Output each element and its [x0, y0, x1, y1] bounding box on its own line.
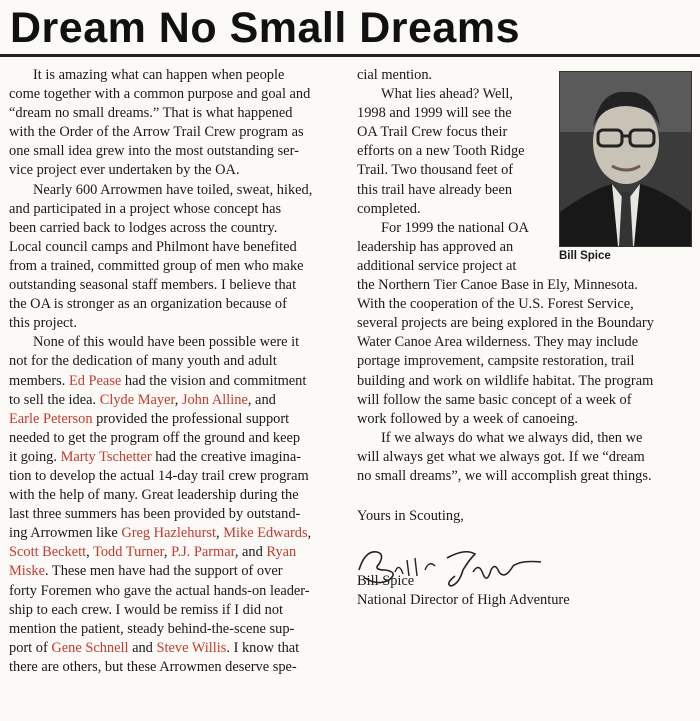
- text-run: come together with a common purpose and goal and: [9, 86, 311, 103]
- signature-title: National Director of High Adventure: [357, 592, 570, 609]
- text-run: port of: [9, 639, 52, 656]
- highlighted-name: Scott Beckett: [9, 544, 87, 561]
- text-line: [9, 200, 344, 219]
- photo-caption: Bill Spice: [559, 250, 611, 262]
- text-line: [357, 352, 692, 371]
- text-run: . These men have had the support of over: [44, 563, 283, 580]
- text-run: and: [128, 639, 157, 656]
- text-run: If we always do what we always did, then we: [381, 429, 643, 446]
- text-line: [9, 142, 344, 161]
- text-run: tion to develop the actual 14-day trail crew program: [9, 467, 309, 484]
- text-run: outstanding seasonal staff members. I believe that: [9, 277, 297, 294]
- text-run: ,: [86, 544, 94, 561]
- text-run: ,: [216, 525, 224, 542]
- text-run: no small dreams”, we will accomplish great things.: [357, 467, 652, 484]
- highlighted-name: Steve Willis: [156, 639, 227, 656]
- text-run: ,: [307, 525, 312, 542]
- text-run: . I know that: [226, 639, 300, 656]
- text-line: [9, 486, 344, 505]
- article-title: Dream No Small Dreams: [10, 4, 520, 52]
- text-line: [9, 66, 344, 85]
- text-line: [9, 391, 344, 410]
- text-run: leadership has approved an: [357, 238, 514, 255]
- highlighted-name: Greg Hazlehurst: [121, 525, 217, 542]
- text-run: ing Arrowmen like: [9, 525, 122, 542]
- text-run: to sell the idea.: [9, 391, 100, 408]
- text-run: cial mention.: [357, 67, 433, 83]
- highlighted-name: Ed Pease: [68, 372, 122, 389]
- text-run: It is amazing what can happen when people: [33, 67, 285, 83]
- left-column: [9, 66, 344, 677]
- text-line: [9, 257, 344, 276]
- text-run: this project.: [9, 315, 77, 332]
- closing-line: Yours in Scouting,: [357, 508, 464, 525]
- text-run: and participated in a project whose concept has: [9, 200, 282, 217]
- text-line: [9, 467, 344, 486]
- highlighted-name: Earle Peterson: [9, 410, 93, 427]
- text-line: [357, 391, 692, 410]
- text-run: Water Canoe Area wilderness. They may include: [357, 334, 639, 351]
- text-run: been carried back to lodges across the country.: [9, 219, 278, 236]
- text-line: [9, 333, 344, 352]
- highlighted-name: Marty Tschetter: [60, 448, 152, 465]
- text-line: [9, 658, 344, 677]
- text-line: [9, 524, 344, 543]
- text-run: from a trained, committed group of men who make: [9, 257, 304, 274]
- text-run: ,: [163, 544, 172, 561]
- author-photo: [559, 71, 692, 247]
- text-run: 1998 and 1999 will see the: [357, 105, 512, 122]
- text-line: [357, 276, 692, 295]
- text-line: [9, 314, 344, 333]
- text-run: OA Trail Crew focus their: [357, 124, 508, 141]
- text-run: with the help of many. Great leadership during the: [9, 487, 299, 504]
- text-run: additional service project at: [357, 257, 517, 274]
- text-line: [357, 295, 692, 314]
- highlighted-name: Ryan: [266, 544, 297, 561]
- highlighted-name: Miske: [9, 563, 45, 580]
- text-run: , and: [247, 391, 276, 408]
- text-line: [357, 333, 692, 352]
- text-run: , and: [234, 544, 267, 561]
- text-line: [9, 181, 344, 200]
- text-run: not for the dedication of many youth and adult: [9, 353, 277, 370]
- text-line: [9, 276, 344, 295]
- text-run: it going.: [9, 448, 61, 465]
- text-line: [357, 257, 692, 276]
- text-line: [9, 104, 344, 123]
- text-run: had the vision and commitment: [121, 372, 307, 389]
- text-run: efforts on a new Tooth Ridge: [357, 143, 525, 160]
- text-line: [9, 410, 344, 429]
- text-line: [9, 238, 344, 257]
- text-run: will follow the same basic concept of a week of: [357, 391, 632, 408]
- text-run: with the Order of the Arrow Trail Crew program as: [9, 124, 304, 141]
- text-run: several projects are being explored in the Boundary: [357, 315, 654, 332]
- text-run: “dream no small dreams.” That is what happened: [9, 105, 293, 122]
- text-run: will always get what we always got. If we “dream: [357, 448, 645, 465]
- text-run: completed.: [357, 200, 421, 217]
- text-line: [9, 352, 344, 371]
- text-run: What lies ahead? Well,: [381, 86, 514, 103]
- text-run: this trail have already been: [357, 181, 513, 198]
- highlighted-name: Clyde Mayer: [99, 391, 175, 408]
- text-run: mention the patient, steady behind-the-scene sup-: [9, 620, 295, 637]
- text-run: forty Foremen who gave the actual hands-on leader-: [9, 582, 310, 599]
- text-line: [9, 429, 344, 448]
- text-line: [9, 295, 344, 314]
- highlighted-name: P.J. Parmar: [171, 544, 235, 561]
- text-run: Nearly 600 Arrowmen have toiled, sweat, hiked,: [33, 181, 313, 198]
- text-run: building and work on wildlife habitat. The program: [357, 372, 654, 389]
- text-run: last three summers has been provided by outstand-: [9, 506, 301, 523]
- highlighted-name: John Alline: [181, 391, 248, 408]
- highlighted-name: Gene Schnell: [51, 639, 129, 656]
- text-run: provided the professional support: [92, 410, 290, 427]
- text-line: [9, 639, 344, 658]
- text-run: vice project ever undertaken by the OA.: [9, 162, 240, 179]
- text-run: members.: [9, 372, 69, 389]
- text-line: [357, 314, 692, 333]
- text-line: [9, 85, 344, 104]
- text-line: [9, 582, 344, 601]
- text-line: [9, 543, 344, 562]
- text-run: For 1999 the national OA: [381, 219, 529, 236]
- title-rule: [0, 54, 700, 57]
- signature-name: Bill Spice: [357, 573, 415, 590]
- text-run: portage improvement, campsite restoration, trail: [357, 353, 635, 370]
- text-run: ,: [174, 391, 182, 408]
- text-line: [9, 620, 344, 639]
- highlighted-name: Todd Turner: [93, 544, 164, 561]
- text-line: [9, 601, 344, 620]
- text-line: [357, 429, 692, 448]
- text-run: there are others, but these Arrowmen deserve spe-: [9, 658, 297, 675]
- text-line: [9, 448, 344, 467]
- text-run: the Northern Tier Canoe Base in Ely, Minnesota.: [357, 277, 638, 294]
- text-line: [357, 448, 692, 467]
- text-line: [9, 505, 344, 524]
- text-run: one small idea grew into the most outstanding ser-: [9, 143, 299, 160]
- text-line: [357, 372, 692, 391]
- text-line: [357, 410, 692, 429]
- text-line: [9, 372, 344, 391]
- text-run: Local council camps and Philmont have benefited: [9, 238, 297, 255]
- handwritten-signature: [355, 540, 555, 595]
- text-line: [9, 219, 344, 238]
- highlighted-name: Mike Edwards: [223, 525, 308, 542]
- text-line: [357, 467, 692, 486]
- text-run: ship to each crew. I would be remiss if I did not: [9, 601, 284, 618]
- text-run: work followed by a week of canoeing.: [357, 410, 578, 427]
- text-run: needed to get the program off the ground and keep: [9, 429, 301, 446]
- text-run: the OA is stronger as an organization because of: [9, 296, 287, 313]
- text-line: [9, 123, 344, 142]
- text-run: None of this would have been possible were it: [33, 334, 300, 351]
- text-line: [9, 562, 344, 581]
- text-run: had the creative imagina-: [151, 448, 302, 465]
- text-line: [9, 161, 344, 180]
- text-run: Trail. Two thousand feet of: [357, 162, 514, 179]
- text-run: With the cooperation of the U.S. Forest Service,: [357, 296, 634, 313]
